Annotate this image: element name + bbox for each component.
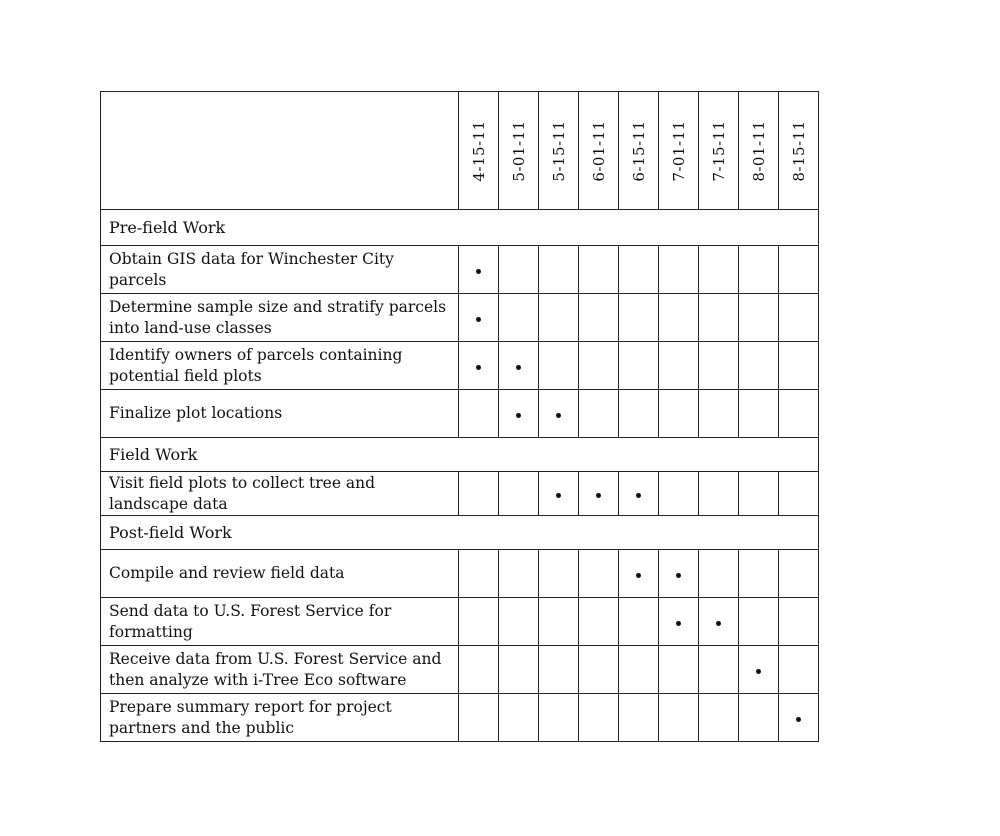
scheduled-dot [556,493,561,498]
task-label: Send data to U.S. Forest Service for formatting [101,598,459,646]
scheduled-dot [796,717,801,722]
schedule-cell [579,246,619,294]
schedule-cell [659,694,699,742]
date-column-header [579,92,619,210]
schedule-cell [539,390,579,438]
date-label: 7-01-11 [669,119,688,182]
section-heading: Field Work [101,438,819,472]
schedule-cell [499,294,539,342]
schedule-cell [779,550,819,598]
task-row [101,294,819,342]
schedule-cell [739,550,779,598]
schedule-cell [539,598,579,646]
date-label: 8-15-11 [789,119,808,182]
schedule-cell [659,598,699,646]
schedule-cell [579,694,619,742]
schedule-cell [619,646,659,694]
date-column-header [739,92,779,210]
schedule-cell [459,472,499,516]
task-label: Determine sample size and stratify parcels into land-use classes [101,294,459,342]
schedule-cell [459,646,499,694]
schedule-cell [699,598,739,646]
section-heading: Post-field Work [101,516,819,550]
task-row [101,472,819,516]
task-label: Prepare summary report for project partners and the public [101,694,459,742]
schedule-cell [619,472,659,516]
date-column-header [459,92,499,210]
scheduled-dot [476,269,481,274]
schedule-cell [539,472,579,516]
schedule-cell [539,646,579,694]
date-label: 8-01-11 [749,119,768,182]
schedule-cell [659,646,699,694]
date-label: 7-15-11 [709,119,728,182]
schedule-cell [499,342,539,390]
schedule-cell [459,550,499,598]
task-label: Visit field plots to collect tree and landscape data [101,472,459,516]
schedule-cell [659,390,699,438]
scheduled-dot [676,621,681,626]
schedule-cell [579,390,619,438]
schedule-cell [619,598,659,646]
schedule-cell [499,598,539,646]
schedule-cell [619,294,659,342]
schedule-cell [779,646,819,694]
schedule-cell [779,294,819,342]
section-row [101,438,819,472]
date-column-header [659,92,699,210]
date-column-header [539,92,579,210]
task-row [101,694,819,742]
schedule-cell [579,646,619,694]
section-row [101,210,819,246]
scheduled-dot [476,365,481,370]
schedule-cell [459,246,499,294]
section-heading: Pre-field Work [101,210,819,246]
date-label: 6-01-11 [589,119,608,182]
schedule-cell [659,246,699,294]
date-column-header [779,92,819,210]
date-label: 6-15-11 [629,119,648,182]
schedule-cell [459,342,499,390]
schedule-cell [699,294,739,342]
schedule-cell [579,342,619,390]
schedule-cell [579,598,619,646]
schedule-cell [699,694,739,742]
date-label: 5-01-11 [509,119,528,182]
task-label: Finalize plot locations [101,390,459,438]
task-row [101,342,819,390]
task-row [101,646,819,694]
schedule-cell [739,598,779,646]
schedule-cell [779,694,819,742]
date-header-row [101,92,819,210]
task-label: Identify owners of parcels containing potential field plots [101,342,459,390]
schedule-cell [619,342,659,390]
scheduled-dot [636,493,641,498]
schedule-cell [499,550,539,598]
scheduled-dot [596,493,601,498]
schedule-cell [619,246,659,294]
scheduled-dot [556,413,561,418]
schedule-cell [699,390,739,438]
schedule-cell [619,550,659,598]
schedule-cell [459,294,499,342]
schedule-cell [499,246,539,294]
schedule-cell [779,390,819,438]
task-label: Obtain GIS data for Winchester City parcels [101,246,459,294]
task-label: Receive data from U.S. Forest Service and then analyze with i-Tree Eco software [101,646,459,694]
schedule-cell [739,390,779,438]
schedule-cell [739,646,779,694]
section-row [101,516,819,550]
schedule-cell [499,694,539,742]
date-column-header [619,92,659,210]
task-row [101,550,819,598]
scheduled-dot [476,317,481,322]
date-column-header [499,92,539,210]
scheduled-dot [756,669,761,674]
scheduled-dot [516,413,521,418]
scheduled-dot [716,621,721,626]
task-row [101,246,819,294]
header-corner-cell [101,92,459,210]
scheduled-dot [516,365,521,370]
task-label: Compile and review field data [101,550,459,598]
schedule-cell [539,550,579,598]
project-schedule-table [100,91,819,742]
schedule-cell [499,390,539,438]
schedule-cell [739,472,779,516]
schedule-cell [699,342,739,390]
scheduled-dot [676,573,681,578]
schedule-cell [459,598,499,646]
task-row [101,598,819,646]
schedule-cell [659,472,699,516]
schedule-cell [619,390,659,438]
schedule-cell [579,472,619,516]
schedule-cell [779,598,819,646]
schedule-cell [459,390,499,438]
schedule-cell [779,472,819,516]
schedule-cell [659,342,699,390]
schedule-cell [579,294,619,342]
schedule-cell [459,694,499,742]
schedule-cell [739,694,779,742]
schedule-cell [779,246,819,294]
schedule-cell [699,246,739,294]
schedule-cell [499,472,539,516]
scheduled-dot [636,573,641,578]
schedule-cell [699,472,739,516]
schedule-cell [539,246,579,294]
date-label: 5-15-11 [549,119,568,182]
schedule-cell [739,294,779,342]
date-column-header [699,92,739,210]
date-label: 4-15-11 [469,119,488,182]
task-row [101,390,819,438]
schedule-cell [579,550,619,598]
schedule-cell [699,646,739,694]
schedule-cell [659,294,699,342]
schedule-cell [499,646,539,694]
schedule-cell [699,550,739,598]
schedule-cell [739,342,779,390]
schedule-cell [539,694,579,742]
schedule-cell [619,694,659,742]
schedule-cell [539,342,579,390]
schedule-cell [779,342,819,390]
schedule-cell [739,246,779,294]
schedule-cell [539,294,579,342]
schedule-cell [659,550,699,598]
